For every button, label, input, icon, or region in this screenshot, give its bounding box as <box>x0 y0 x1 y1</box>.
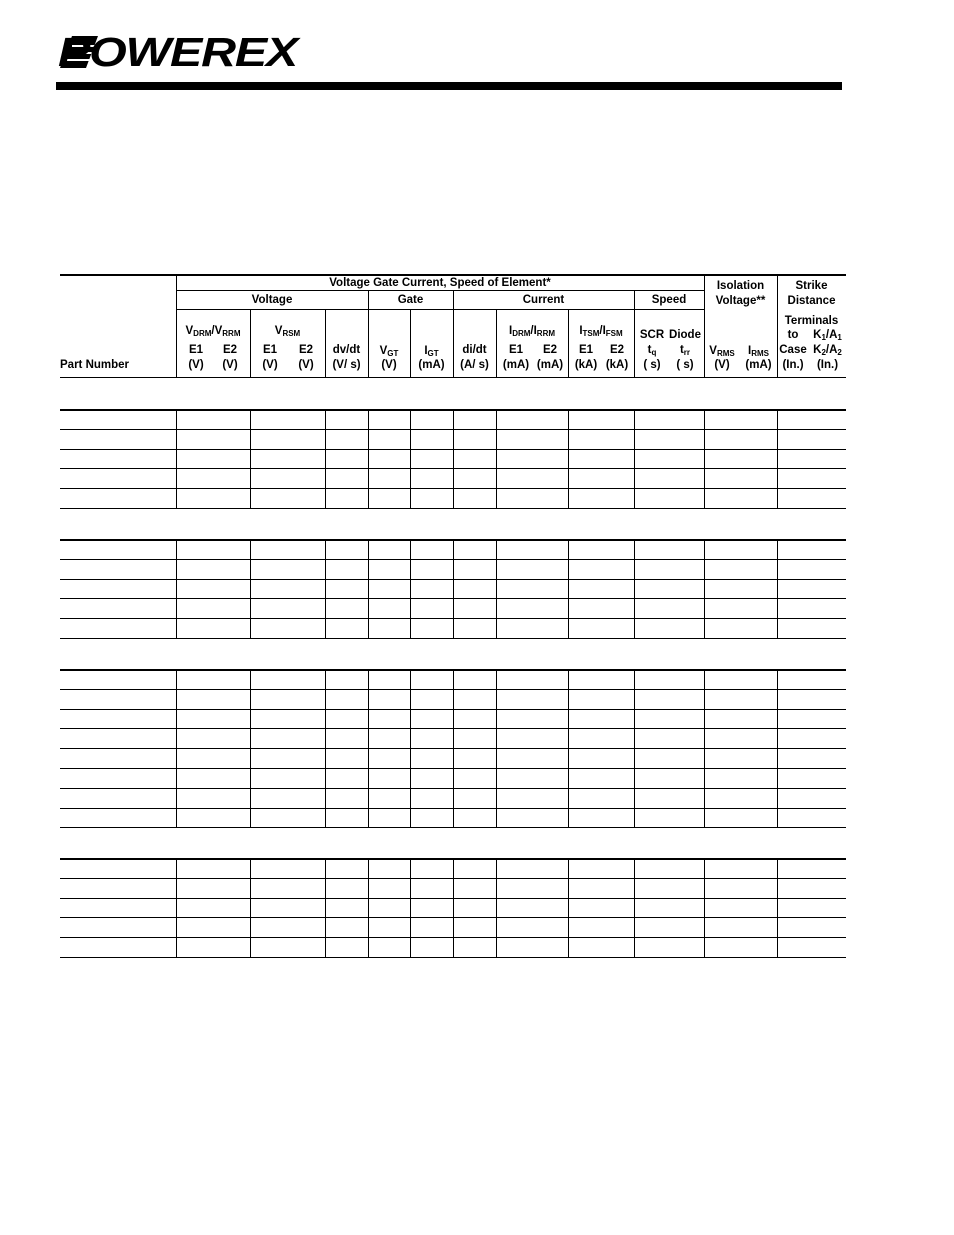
column-divider <box>704 858 705 957</box>
unit-igt: (mA) <box>418 359 445 371</box>
column-divider <box>410 539 411 638</box>
column-divider <box>250 858 251 957</box>
column-divider <box>325 409 326 508</box>
table-row <box>60 957 846 958</box>
unit-trr: ( s) <box>676 359 694 371</box>
unit-itsm-e1: (kA) <box>574 359 598 371</box>
column-divider <box>496 858 497 957</box>
column-divider <box>250 669 251 827</box>
group-speed: Speed <box>651 294 687 306</box>
col-didt: di/dt <box>462 344 487 356</box>
group-header-rule <box>176 290 704 291</box>
column-divider <box>634 669 635 827</box>
table-row <box>60 827 846 828</box>
group-voltage: Voltage <box>251 294 293 306</box>
group-isolation-2: Voltage** <box>715 295 766 307</box>
column-divider <box>176 669 177 827</box>
column-divider <box>568 539 569 638</box>
column-divider <box>453 669 454 827</box>
column-divider <box>250 539 251 638</box>
col-itsm-e2: E2 <box>609 344 625 356</box>
group-strike-2: Distance <box>787 295 836 307</box>
col-trr: $t_{rr}$ <box>679 344 691 357</box>
col-itsm-ifsm: $I_{TSM}/I_{FSM}$ <box>579 325 623 338</box>
col-idrm-e1: E1 <box>508 344 524 356</box>
column-divider <box>250 409 251 508</box>
column-divider <box>368 539 369 638</box>
column-divider <box>634 409 635 508</box>
logo-text: POWEREX <box>58 29 298 75</box>
column-divider <box>453 409 454 508</box>
column-divider <box>496 669 497 827</box>
table-row <box>60 508 846 509</box>
column-divider <box>777 539 778 638</box>
group-strike: Strike <box>795 280 828 292</box>
unit-dvdt: (V/ s) <box>332 359 361 371</box>
col-part-number: Part Number <box>60 359 130 371</box>
column-divider <box>368 858 369 957</box>
unit-idrm-e2: (mA) <box>536 359 564 371</box>
column-divider <box>634 858 635 957</box>
unit-idrm-e1: (mA) <box>502 359 530 371</box>
col-vrms: $V_{RMS}$ <box>709 345 735 358</box>
column-divider <box>777 409 778 508</box>
col-vdrm-e2: E2 <box>222 344 238 356</box>
column-divider <box>496 409 497 508</box>
column-divider <box>568 669 569 827</box>
spec-table <box>60 274 846 959</box>
table-row <box>60 638 846 639</box>
column-divider <box>704 409 705 508</box>
col-vrsm: $V_{RSM}$ <box>274 325 301 338</box>
col-idrm-irrm: $I_{DRM}/I_{RRM}$ <box>508 325 556 338</box>
col-igt: $I_{GT}$ <box>424 345 439 358</box>
col-terminals: Terminals <box>784 315 839 327</box>
column-divider <box>410 669 411 827</box>
col-k1a1: $K_1/A_1$ <box>813 329 842 342</box>
column-divider <box>453 539 454 638</box>
col-vgt: $V_{GT}$ <box>379 345 399 358</box>
column-divider <box>704 669 705 827</box>
unit-itsm-e2: (kA) <box>605 359 629 371</box>
col-idrm-e2: E2 <box>542 344 558 356</box>
column-divider <box>325 539 326 638</box>
powerex-logo <box>58 28 298 76</box>
column-divider <box>368 409 369 508</box>
column-divider <box>325 858 326 957</box>
column-divider <box>410 409 411 508</box>
col-scr: SCR <box>639 329 665 341</box>
col-to: to <box>787 329 799 341</box>
column-divider <box>777 858 778 957</box>
unit-irms: (mA) <box>745 359 772 371</box>
unit-vrms: (V) <box>714 359 730 371</box>
column-divider <box>496 539 497 638</box>
unit-vgt: (V) <box>381 359 397 371</box>
col-itsm-e1: E1 <box>578 344 594 356</box>
unit-k2a2: (In.) <box>816 359 839 371</box>
unit-case: (In.) <box>782 359 804 371</box>
subgroup-header-rule <box>176 309 704 310</box>
group-header-main: Voltage Gate Current, Speed of Element* <box>329 277 551 289</box>
group-current: Current <box>522 294 565 306</box>
header-rule <box>56 82 842 90</box>
unit-vrsm-e2: (V) <box>298 359 314 371</box>
col-dvdt: dv/dt <box>332 344 361 356</box>
unit-vdrm-e1: (V) <box>188 359 204 371</box>
unit-vrsm-e1: (V) <box>262 359 278 371</box>
col-k2a2: $K_2/A_2$ <box>813 344 842 357</box>
unit-vdrm-e2: (V) <box>222 359 238 371</box>
group-isolation: Isolation <box>716 280 765 292</box>
col-irms: $I_{RMS}$ <box>748 345 769 358</box>
col-vdrm-vrrm: $V_{DRM}/V_{RRM}$ <box>185 325 241 338</box>
col-vdrm-e1: E1 <box>188 344 204 356</box>
col-case: Case <box>779 344 807 356</box>
column-divider <box>325 669 326 827</box>
column-divider <box>777 669 778 827</box>
column-divider <box>453 858 454 957</box>
column-divider <box>634 539 635 638</box>
group-gate: Gate <box>397 294 424 306</box>
column-divider <box>704 539 705 638</box>
unit-didt: (A/ s) <box>460 359 489 371</box>
col-diode: Diode <box>669 329 701 341</box>
column-divider <box>176 409 177 508</box>
column-divider <box>568 858 569 957</box>
column-divider <box>368 669 369 827</box>
header-bottom-rule <box>60 377 846 378</box>
col-vrsm-e2: E2 <box>298 344 314 356</box>
column-divider <box>176 858 177 957</box>
column-divider <box>410 858 411 957</box>
col-tq: $t_q$ <box>647 344 657 357</box>
column-divider <box>568 409 569 508</box>
column-divider <box>176 539 177 638</box>
unit-tq: ( s) <box>643 359 661 371</box>
col-vrsm-e1: E1 <box>262 344 278 356</box>
